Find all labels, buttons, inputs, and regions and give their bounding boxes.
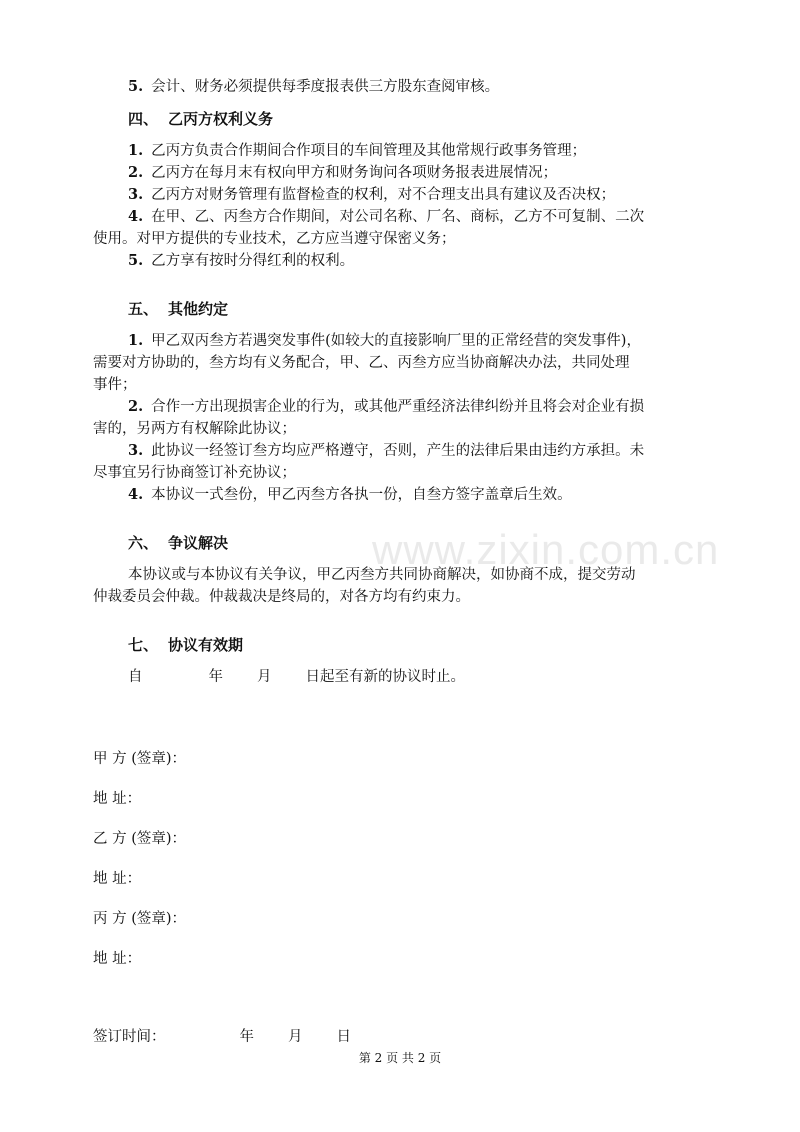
section-title: 乙丙方权利义务 [168, 110, 274, 128]
section7-heading [128, 635, 243, 655]
sign-date [93, 1027, 351, 1047]
section4-item-3 [128, 185, 615, 205]
item-number: 2. [128, 164, 144, 181]
item-text: 乙丙方在每月末有权向甲方和财务询问各项财务报表进展情况； [151, 165, 558, 181]
party-b-signature-label: 乙 方 (签章)： [93, 831, 187, 847]
section-title: 争议解决 [168, 534, 229, 552]
section3-item-5 [128, 77, 499, 97]
item-text: 在甲、乙、丙叁方合作期间，对公司名称、厂名、商标，乙方不可复制、二次 [151, 209, 645, 225]
section-number: 六、 [128, 534, 159, 552]
section4-item-4 [128, 207, 644, 227]
validity-month: 月 [257, 669, 272, 685]
item-number: 4. [128, 208, 144, 225]
item-text: 甲乙双丙叁方若遇突发事件(如较大的直接影响厂里的正常经营的突发事件)， [151, 333, 641, 349]
item-number: 1. [128, 332, 144, 349]
party-a-address-label: 地 址： [93, 791, 142, 807]
validity-from: 自 [128, 669, 143, 685]
section5-item-2 [128, 397, 644, 417]
item-number: 5. [128, 252, 144, 269]
sign-date-day: 日 [336, 1029, 351, 1045]
section5-item-2-continuation: 害的，另两方有权解除此协议； [93, 421, 296, 437]
section5-item-4 [128, 485, 572, 505]
validity-year: 年 [208, 669, 223, 685]
item-number: 3. [128, 186, 144, 203]
section6-heading [128, 533, 228, 553]
item-text: 本协议一式叁份，甲乙丙叁方各执一份，自叁方签字盖章后生效。 [151, 487, 572, 503]
section6-text-line-1: 本协议或与本协议有关争议，甲乙丙叁方共同协商解决，如协商不成，提交劳动 [128, 567, 636, 583]
item-number: 4. [128, 486, 144, 503]
party-a-signature-label: 甲 方 (签章)： [93, 751, 187, 767]
section5-item-1-continuation-1: 需要对方协助的，叁方均有义务配合，甲、乙、丙叁方应当协商解决办法，共同处理 [93, 355, 630, 371]
item-text: 乙丙方对财务管理有监督检查的权利，对不合理支出具有建议及否决权； [151, 187, 616, 203]
watermark: www.zixin.com.cn [372, 526, 720, 573]
section-number: 七、 [128, 636, 159, 654]
section6-text-line-2: 仲裁委员会仲裁。仲裁裁决是终局的，对各方均有约束力。 [93, 589, 470, 605]
item-text: 会计、财务必须提供每季度报表供三方股东查阅审核。 [151, 79, 500, 95]
party-b-address-label: 地 址： [93, 871, 142, 887]
section-title: 协议有效期 [168, 636, 244, 654]
section5-heading [128, 299, 228, 319]
item-number: 1. [128, 142, 144, 159]
sign-date-month: 月 [288, 1029, 303, 1045]
section4-heading [128, 109, 273, 129]
item-text: 乙丙方负责合作期间合作项目的车间管理及其他常规行政事务管理； [151, 143, 587, 159]
validity-rest: 日起至有新的协议时止。 [305, 669, 465, 685]
page-footer: 第 2 页 共 2 页 [358, 1051, 442, 1065]
item-number: 5. [128, 78, 144, 95]
section5-item-3 [128, 441, 644, 461]
sign-date-label: 签订时间： [93, 1029, 166, 1045]
party-c-address-label: 地 址： [93, 951, 142, 967]
section-number: 四、 [128, 110, 159, 128]
item-text: 此协议一经签订叁方均应严格遵守，否则，产生的法律后果由违约方承担。未 [151, 443, 645, 459]
section4-item-1 [128, 141, 586, 161]
validity-period [128, 667, 465, 687]
section-number: 五、 [128, 300, 159, 318]
section-title: 其他约定 [168, 300, 229, 318]
item-number: 2. [128, 398, 144, 415]
section5-item-1 [128, 331, 641, 351]
sign-date-year: 年 [239, 1029, 254, 1045]
section5-item-1-continuation-2: 事件； [93, 377, 137, 393]
section4-item-2 [128, 163, 557, 183]
item-text: 乙方享有按时分得红利的权利。 [151, 253, 355, 269]
section4-item-4-continuation: 使用。对甲方提供的专业技术，乙方应当遵守保密义务； [93, 231, 456, 247]
item-text: 合作一方出现损害企业的行为，或其他严重经济法律纠纷并且将会对企业有损 [151, 399, 645, 415]
item-number: 3. [128, 442, 144, 459]
section4-item-5 [128, 251, 354, 271]
section5-item-3-continuation: 尽事宜另行协商签订补充协议； [93, 465, 296, 481]
party-c-signature-label: 丙 方 (签章)： [93, 911, 187, 927]
